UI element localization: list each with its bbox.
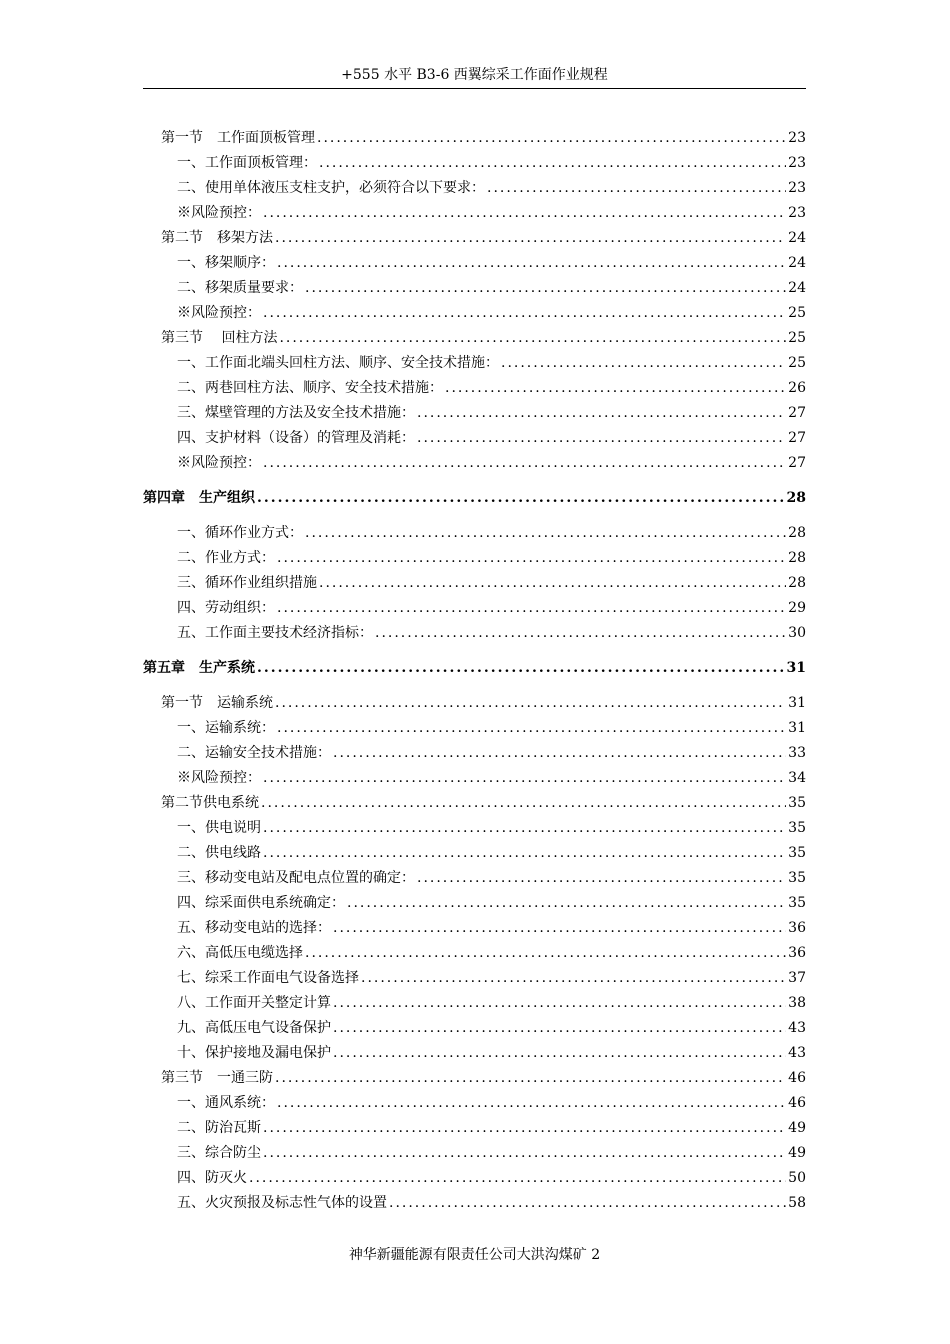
page-header [143, 64, 806, 89]
toc-item-entry[interactable] [143, 376, 806, 401]
toc-entry-page-number: 25 [788, 355, 806, 371]
toc-dot-leader [263, 451, 786, 476]
toc-section-entry[interactable] [143, 1066, 806, 1091]
toc-entry-page-number: 28 [786, 490, 806, 506]
toc-entry-page-number: 27 [788, 430, 806, 446]
toc-entry-label: 一、工作面北端头回柱方法、顺序、安全技术措施： [177, 355, 499, 371]
toc-entry-label: 三、煤壁管理的方法及安全技术措施： [177, 405, 415, 421]
toc-item-entry[interactable] [143, 521, 806, 546]
toc-dot-leader [277, 716, 786, 741]
toc-entry-page-number: 49 [788, 1145, 806, 1161]
toc-entry-page-number: 26 [788, 380, 806, 396]
toc-dot-leader [277, 1091, 786, 1116]
toc-entry-page-number: 35 [788, 895, 806, 911]
toc-entry-label: 四、劳动组织： [177, 600, 275, 616]
toc-item-entry[interactable] [143, 866, 806, 891]
toc-dot-leader [347, 891, 786, 916]
toc-entry-label: 一、供电说明 [177, 820, 261, 836]
toc-entry-page-number: 36 [788, 920, 806, 936]
toc-item-entry[interactable] [143, 546, 806, 571]
toc-item-entry[interactable] [143, 401, 806, 426]
toc-entry-label: 第二节 移架方法 [161, 230, 273, 246]
toc-entry-label: 八、工作面开关整定计算 [177, 995, 331, 1011]
toc-item-entry[interactable] [143, 941, 806, 966]
toc-dot-leader [263, 301, 786, 326]
toc-entry-label: 一、运输系统： [177, 720, 275, 736]
toc-item-entry[interactable] [143, 301, 806, 326]
toc-dot-leader [417, 401, 786, 426]
toc-entry-label: ※风险预控： [177, 770, 261, 786]
toc-entry-page-number: 34 [788, 770, 806, 786]
toc-entry-label: 十、保护接地及漏电保护 [177, 1045, 331, 1061]
toc-entry-page-number: 33 [788, 745, 806, 761]
toc-item-entry[interactable] [143, 891, 806, 916]
toc-entry-label: 第一节 工作面顶板管理 [161, 130, 315, 146]
toc-entry-page-number: 46 [788, 1095, 806, 1111]
toc-entry-label: 二、作业方式： [177, 550, 275, 566]
toc-entry-label: 五、移动变电站的选择： [177, 920, 331, 936]
toc-entry-label: 四、防灭火 [177, 1170, 247, 1186]
toc-dot-leader [263, 1141, 786, 1166]
toc-entry-label: 二、防治瓦斯 [177, 1120, 261, 1136]
page-footer [143, 1244, 806, 1266]
toc-item-entry[interactable] [143, 1041, 806, 1066]
toc-dot-leader [275, 1066, 786, 1091]
toc-entry-label: 九、高低压电气设备保护 [177, 1020, 331, 1036]
toc-item-entry[interactable] [143, 991, 806, 1016]
toc-entry-label: 三、循环作业组织措施 [177, 575, 317, 591]
toc-entry-label: 第二节供电系统 [161, 795, 259, 811]
toc-dot-leader [375, 621, 786, 646]
toc-item-entry[interactable] [143, 916, 806, 941]
toc-dot-leader [261, 791, 786, 816]
toc-entry-page-number: 58 [788, 1195, 806, 1211]
toc-entry-label: 六、高低压电缆选择 [177, 945, 303, 961]
toc-section-entry[interactable] [143, 126, 806, 151]
toc-dot-leader [263, 841, 786, 866]
toc-section-entry[interactable] [143, 691, 806, 716]
toc-entry-page-number: 37 [788, 970, 806, 986]
toc-dot-leader [333, 1016, 786, 1041]
toc-entry-label: 二、供电线路 [177, 845, 261, 861]
toc-item-entry[interactable] [143, 1116, 806, 1141]
toc-entry-label: 二、移架质量要求： [177, 280, 303, 296]
toc-chapter-entry[interactable] [143, 656, 806, 681]
toc-entry-page-number: 27 [788, 455, 806, 471]
toc-dot-leader [361, 966, 786, 991]
toc-item-entry[interactable] [143, 451, 806, 476]
toc-section-entry[interactable] [143, 326, 806, 351]
toc-dot-leader [417, 426, 786, 451]
toc-dot-leader [319, 151, 786, 176]
toc-entry-label: ※风险预控： [177, 205, 261, 221]
toc-dot-leader [389, 1191, 786, 1216]
toc-chapter-entry[interactable] [143, 486, 806, 511]
toc-entry-page-number: 24 [788, 280, 806, 296]
toc-dot-leader [501, 351, 786, 376]
toc-entry-page-number: 27 [788, 405, 806, 421]
toc-entry-page-number: 49 [788, 1120, 806, 1136]
toc-entry-label: 第三节 一通三防 [161, 1070, 273, 1086]
toc-entry-label: 三、移动变电站及配电点位置的确定： [177, 870, 415, 886]
toc-entry-page-number: 36 [788, 945, 806, 961]
toc-entry-page-number: 28 [788, 525, 806, 541]
toc-dot-leader [333, 741, 786, 766]
toc-item-entry[interactable] [143, 151, 806, 176]
toc-entry-page-number: 25 [788, 330, 806, 346]
toc-dot-leader [263, 766, 786, 791]
toc-item-entry[interactable] [143, 1016, 806, 1041]
toc-entry-page-number: 23 [788, 180, 806, 196]
toc-item-entry[interactable] [143, 1166, 806, 1191]
toc-entry-label: 三、综合防尘 [177, 1145, 261, 1161]
toc-entry-label: 一、通风系统： [177, 1095, 275, 1111]
toc-entry-label: ※风险预控： [177, 305, 261, 321]
toc-entry-page-number: 35 [788, 820, 806, 836]
toc-entry-page-number: 46 [788, 1070, 806, 1086]
toc-entry-label: 四、支护材料（设备）的管理及消耗： [177, 430, 415, 446]
toc-dot-leader [305, 941, 786, 966]
toc-entry-label: 第一节 运输系统 [161, 695, 273, 711]
toc-dot-leader [257, 656, 785, 681]
toc-entry-label: 第三节 回柱方法 [161, 330, 278, 346]
toc-entry-label: 七、综采工作面电气设备选择 [177, 970, 359, 986]
toc-entry-page-number: 38 [788, 995, 806, 1011]
toc-dot-leader [319, 571, 786, 596]
toc-dot-leader [277, 596, 786, 621]
toc-entry-page-number: 23 [788, 155, 806, 171]
toc-entry-label: 一、工作面顶板管理： [177, 155, 317, 171]
toc-entry-page-number: 23 [788, 130, 806, 146]
toc-item-entry[interactable] [143, 1091, 806, 1116]
toc-item-entry[interactable] [143, 276, 806, 301]
toc-item-entry[interactable] [143, 966, 806, 991]
toc-entry-page-number: 28 [788, 575, 806, 591]
toc-entry-label: 第四章 生产组织 [143, 490, 255, 506]
toc-item-entry[interactable] [143, 351, 806, 376]
toc-item-entry[interactable] [143, 1141, 806, 1166]
toc-entry-page-number: 30 [788, 625, 806, 641]
toc-dot-leader [333, 991, 786, 1016]
toc-entry-page-number: 31 [786, 660, 806, 676]
header-title: +555 水平 B3-6 西翼综采工作面作业规程 [341, 67, 608, 83]
toc-dot-leader [263, 1116, 786, 1141]
toc-dot-leader [487, 176, 786, 201]
footer-text: 神华新疆能源有限责任公司大洪沟煤矿 2 [348, 1247, 601, 1263]
toc-dot-leader [279, 326, 786, 351]
toc-entry-page-number: 43 [788, 1020, 806, 1036]
toc-item-entry[interactable] [143, 596, 806, 621]
toc-item-entry[interactable] [143, 1191, 806, 1216]
toc-dot-leader [333, 1041, 786, 1066]
toc-entry-page-number: 24 [788, 230, 806, 246]
toc-dot-leader [417, 866, 786, 891]
toc-dot-leader [275, 691, 786, 716]
toc-entry-label: 二、使用单体液压支柱支护，必须符合以下要求： [177, 180, 485, 196]
toc-entry-label: 五、火灾预报及标志性气体的设置 [177, 1195, 387, 1211]
toc-dot-leader [333, 916, 786, 941]
toc-entry-page-number: 23 [788, 205, 806, 221]
toc-entry-page-number: 29 [788, 600, 806, 616]
toc-dot-leader [257, 486, 785, 511]
toc-entry-page-number: 24 [788, 255, 806, 271]
toc-item-entry[interactable] [143, 621, 806, 646]
toc-item-entry[interactable] [143, 176, 806, 201]
toc-dot-leader [263, 816, 786, 841]
toc-section-entry[interactable] [143, 791, 806, 816]
toc-entry-label: ※风险预控： [177, 455, 261, 471]
toc-dot-leader [445, 376, 786, 401]
toc-entry-label: 第五章 生产系统 [143, 660, 255, 676]
toc-entry-page-number: 50 [788, 1170, 806, 1186]
toc-item-entry[interactable] [143, 766, 806, 791]
toc-dot-leader [277, 546, 786, 571]
toc-entry-page-number: 25 [788, 305, 806, 321]
toc-entry-page-number: 43 [788, 1045, 806, 1061]
toc-entry-page-number: 31 [788, 720, 806, 736]
toc-item-entry[interactable] [143, 251, 806, 276]
toc-item-entry[interactable] [143, 571, 806, 596]
toc-entry-label: 五、工作面主要技术经济指标： [177, 625, 373, 641]
toc-entry-page-number: 35 [788, 870, 806, 886]
toc-entry-page-number: 28 [788, 550, 806, 566]
table-of-contents [143, 126, 806, 1216]
toc-section-entry[interactable] [143, 226, 806, 251]
toc-entry-page-number: 35 [788, 795, 806, 811]
toc-dot-leader [305, 521, 786, 546]
toc-dot-leader [305, 276, 786, 301]
toc-entry-label: 二、运输安全技术措施： [177, 745, 331, 761]
toc-item-entry[interactable] [143, 841, 806, 866]
toc-dot-leader [277, 251, 786, 276]
toc-item-entry[interactable] [143, 426, 806, 451]
toc-entry-page-number: 35 [788, 845, 806, 861]
toc-dot-leader [263, 201, 786, 226]
toc-entry-page-number: 31 [788, 695, 806, 711]
toc-item-entry[interactable] [143, 716, 806, 741]
toc-item-entry[interactable] [143, 816, 806, 841]
toc-entry-label: 二、两巷回柱方法、顺序、安全技术措施： [177, 380, 443, 396]
toc-item-entry[interactable] [143, 741, 806, 766]
toc-dot-leader [249, 1166, 786, 1191]
toc-dot-leader [317, 126, 786, 151]
toc-entry-label: 一、循环作业方式： [177, 525, 303, 541]
toc-dot-leader [275, 226, 786, 251]
toc-entry-label: 四、综采面供电系统确定： [177, 895, 345, 911]
toc-item-entry[interactable] [143, 201, 806, 226]
toc-entry-label: 一、移架顺序： [177, 255, 275, 271]
